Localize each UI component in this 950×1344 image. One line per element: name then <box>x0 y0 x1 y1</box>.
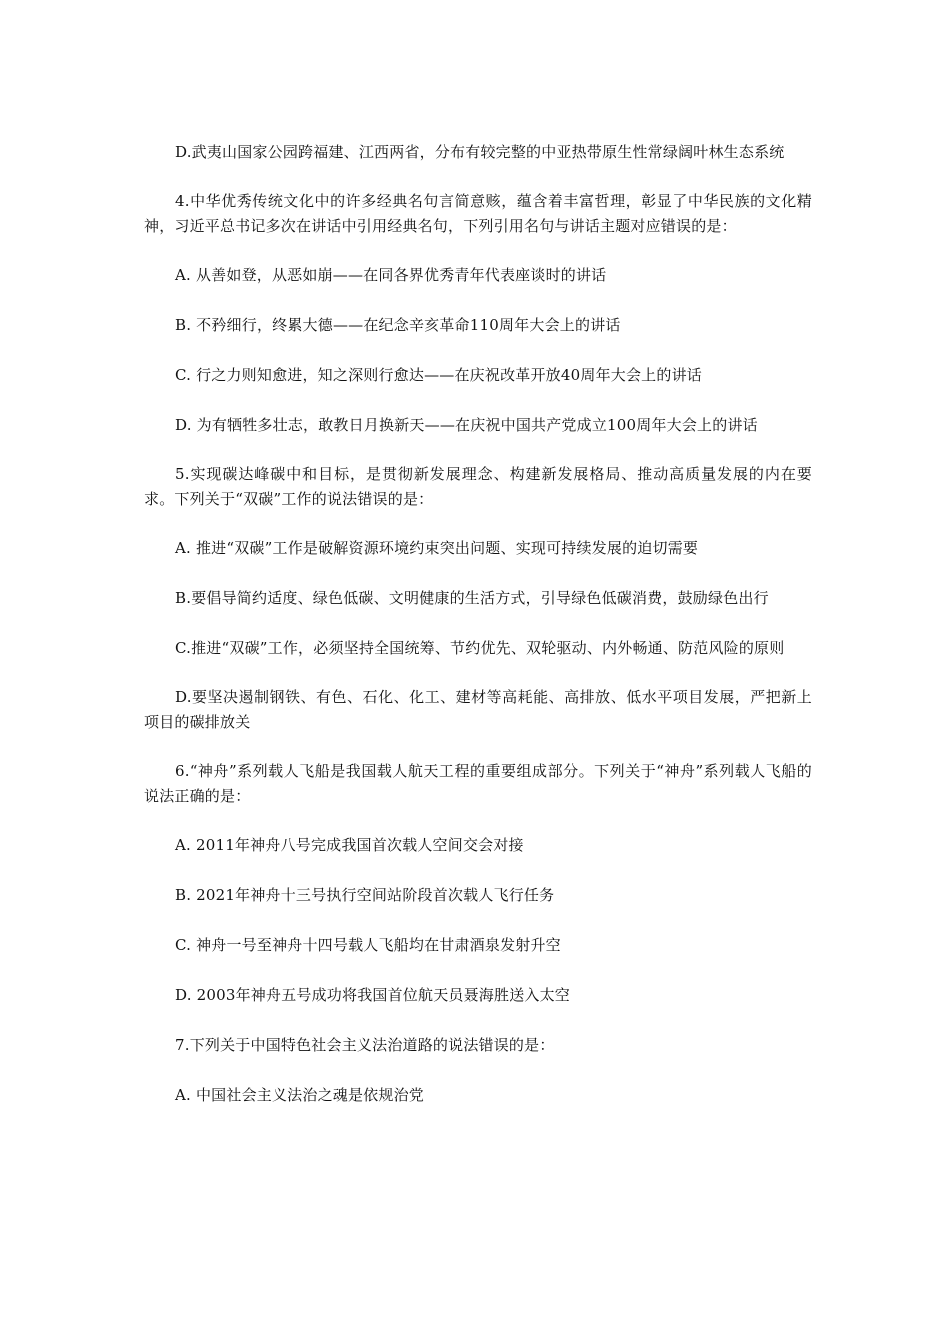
q7-option-a: A. 中国社会主义法治之魂是依规治党 <box>175 1086 424 1104</box>
document-page <box>144 140 812 1133</box>
q4-option-d: D. 为有牺牲多壮志，敢教日月换新天——在庆祝中国共产党成立100周年大会上的讲话 <box>175 416 758 434</box>
q4-option-b: B. 不矜细行，终累大德——在纪念辛亥革命110周年大会上的讲话 <box>175 316 621 334</box>
q7-stem: 7.下列关于中国特色社会主义法治道路的说法错误的是： <box>175 1036 555 1054</box>
q4-option-c: C. 行之力则知愈进，知之深则行愈达——在庆祝改革开放40周年大会上的讲话 <box>175 366 702 384</box>
q6-option-d: D. 2003年神舟五号成功将我国首位航天员聂海胜送入太空 <box>175 986 571 1004</box>
q5-option-c: C.推进“双碳”工作，必须坚持全国统筹、节约优先、双轮驱动、内外畅通、防范风险的原则 <box>175 639 785 657</box>
q6-option-a: A. 2011年神舟八号完成我国首次载人空间交会对接 <box>175 836 524 854</box>
q4-option-a: A. 从善如登，从恶如崩——在同各界优秀青年代表座谈时的讲话 <box>175 266 607 284</box>
q6-option-b: B. 2021年神舟十三号执行空间站阶段首次载人飞行任务 <box>175 886 555 904</box>
q5-stem: 5.实现碳达峰碳中和目标，是贯彻新发展理念、构建新发展格局、推动高质量发展的内在要求。下列关于“双碳”工作的说法错误的是： <box>144 465 812 508</box>
q6-stem: 6.“神舟”系列载人飞船是我国载人航天工程的重要组成部分。下列关于“神舟”系列载人飞船的说法正确的是： <box>144 762 812 805</box>
q5-option-a: A. 推进“双碳”工作是破解资源环境约束突出问题、实现可持续发展的迫切需要 <box>175 539 699 557</box>
q6-option-c: C. 神舟一号至神舟十四号载人飞船均在甘肃酒泉发射升空 <box>175 936 561 954</box>
q4-stem: 4.中华优秀传统文化中的许多经典名句言简意赅，蕴含着丰富哲理，彰显了中华民族的文化精神，习近平总书记多次在讲话中引用经典名句，下列引用名句与讲话主题对应错误的是： <box>144 192 812 235</box>
q5-option-b: B.要倡导简约适度、绿色低碳、文明健康的生活方式，引导绿色低碳消费，鼓励绿色出行 <box>175 589 769 607</box>
q5-option-d: D.要坚决遏制钢铁、有色、石化、化工、建材等高耗能、高排放、低水平项目发展，严把新上项目的碳排放关 <box>144 688 812 731</box>
q3-option-d: D.武夷山国家公园跨福建、江西两省，分布有较完整的中亚热带原生性常绿阔叶林生态系统 <box>175 143 785 161</box>
